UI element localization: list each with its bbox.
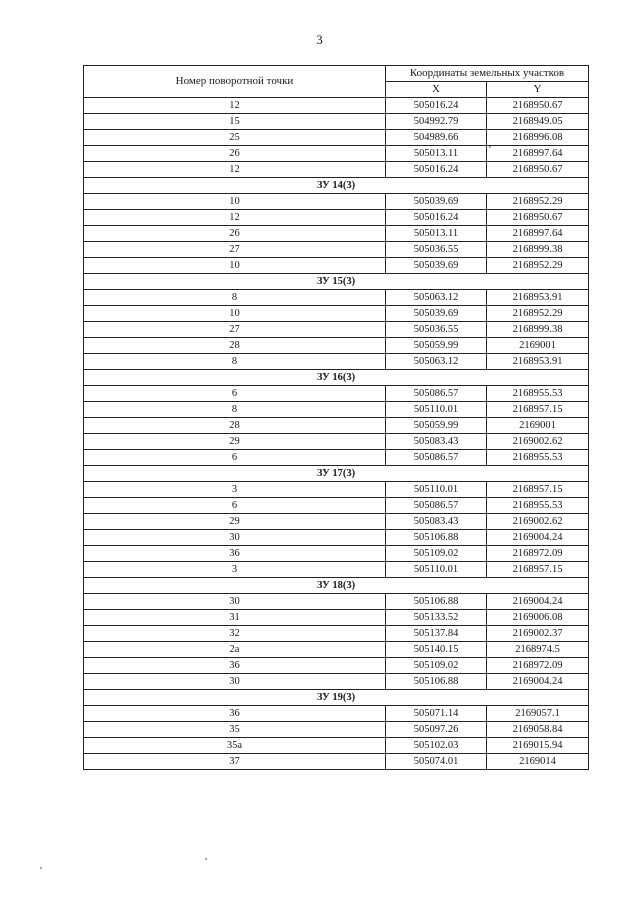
x-coordinate-cell: 505071.14 [386, 706, 487, 722]
table-row [84, 162, 589, 178]
y-coordinate-cell: 2168972.09 [487, 658, 589, 674]
table-row [84, 242, 589, 258]
x-coordinate-cell: 505097.26 [386, 722, 487, 738]
x-coordinate-cell: 505074.01 [386, 754, 487, 770]
point-number-cell: 6 [84, 498, 386, 514]
y-coordinate-cell: 2168952.29 [487, 258, 589, 274]
y-coordinate-cell: 2168955.53 [487, 498, 589, 514]
page-number: 3 [316, 32, 323, 47]
y-coordinate-cell: 2168953.91 [487, 290, 589, 306]
point-number-cell: 31 [84, 610, 386, 626]
point-number-cell: 6 [84, 450, 386, 466]
y-coordinate-cell: 2168950.67 [487, 210, 589, 226]
table-row [84, 482, 589, 498]
section-title: ЗУ 17(3) [84, 466, 589, 482]
coordinates-table [83, 65, 589, 770]
y-coordinate-cell: 2168957.15 [487, 482, 589, 498]
y-coordinate-cell: 2169001 [487, 418, 589, 434]
point-number-cell: 12 [84, 162, 386, 178]
point-number-cell: 2a [84, 642, 386, 658]
x-coordinate-cell: 505016.24 [386, 162, 487, 178]
scan-speck [489, 146, 491, 148]
y-coordinate-cell: 2169004.24 [487, 594, 589, 610]
table-row [84, 642, 589, 658]
point-number-cell: 26 [84, 146, 386, 162]
point-number-cell: 30 [84, 674, 386, 690]
table-row [84, 706, 589, 722]
section-title: ЗУ 16(3) [84, 370, 589, 386]
table-row [84, 530, 589, 546]
scan-speck [40, 867, 42, 869]
y-coordinate-cell: 2169001 [487, 338, 589, 354]
x-coordinate-cell: 505137.84 [386, 626, 487, 642]
coordinates-group-header: Координаты земельных участков [386, 66, 589, 82]
x-coordinate-cell: 505110.01 [386, 562, 487, 578]
y-coordinate-cell: 2168974.5 [487, 642, 589, 658]
y-coordinate-cell: 2169015.94 [487, 738, 589, 754]
table-row [84, 418, 589, 434]
table-row [84, 562, 589, 578]
y-coordinate-cell: 2168952.29 [487, 306, 589, 322]
x-coordinate-cell: 505102.03 [386, 738, 487, 754]
x-coordinate-cell: 505059.99 [386, 418, 487, 434]
x-coordinate-cell: 505016.24 [386, 98, 487, 114]
section-title-row [84, 370, 589, 386]
y-coordinate-cell: 2169004.24 [487, 674, 589, 690]
scan-speck [205, 858, 207, 860]
point-number-cell: 10 [84, 194, 386, 210]
x-coordinate-cell: 504989.66 [386, 130, 487, 146]
table-row [84, 354, 589, 370]
point-number-cell: 35a [84, 738, 386, 754]
table-row [84, 258, 589, 274]
x-coordinate-cell: 505110.01 [386, 482, 487, 498]
y-coordinate-cell: 2169057.1 [487, 706, 589, 722]
y-coordinate-cell: 2168999.38 [487, 322, 589, 338]
point-number-cell: 15 [84, 114, 386, 130]
y-coordinate-cell: 2168999.38 [487, 242, 589, 258]
point-number-cell: 8 [84, 354, 386, 370]
x-coordinate-cell: 505110.01 [386, 402, 487, 418]
point-number-cell: 8 [84, 290, 386, 306]
y-column-header: Y [487, 82, 589, 98]
y-coordinate-cell: 2168957.15 [487, 562, 589, 578]
y-coordinate-cell: 2168997.64 [487, 146, 589, 162]
table-row [84, 610, 589, 626]
point-number-cell: 30 [84, 594, 386, 610]
point-number-cell: 10 [84, 306, 386, 322]
y-coordinate-cell: 2169006.08 [487, 610, 589, 626]
table-row [84, 130, 589, 146]
x-coordinate-cell: 505036.55 [386, 242, 487, 258]
point-number-cell: 3 [84, 482, 386, 498]
table-row [84, 434, 589, 450]
table-row [84, 594, 589, 610]
y-coordinate-cell: 2168996.08 [487, 130, 589, 146]
x-coordinate-cell: 505086.57 [386, 386, 487, 402]
y-coordinate-cell: 2169014 [487, 754, 589, 770]
y-coordinate-cell: 2168955.53 [487, 386, 589, 402]
table-row [84, 674, 589, 690]
section-title-row [84, 690, 589, 706]
x-coordinate-cell: 505140.15 [386, 642, 487, 658]
x-coordinate-cell: 505063.12 [386, 290, 487, 306]
x-coordinate-cell: 505059.99 [386, 338, 487, 354]
table-header [84, 66, 589, 98]
table-row [84, 626, 589, 642]
y-coordinate-cell: 2168953.91 [487, 354, 589, 370]
point-number-cell: 27 [84, 322, 386, 338]
point-number-cell: 12 [84, 210, 386, 226]
point-number-cell: 27 [84, 242, 386, 258]
table-row [84, 146, 589, 162]
table-row [84, 658, 589, 674]
x-coordinate-cell: 505016.24 [386, 210, 487, 226]
y-coordinate-cell: 2168957.15 [487, 402, 589, 418]
point-number-cell: 26 [84, 226, 386, 242]
table-row [84, 338, 589, 354]
x-column-header: X [386, 82, 487, 98]
section-title: ЗУ 14(3) [84, 178, 589, 194]
section-title: ЗУ 18(3) [84, 578, 589, 594]
section-title: ЗУ 19(3) [84, 690, 589, 706]
y-coordinate-cell: 2168949.05 [487, 114, 589, 130]
x-coordinate-cell: 505013.11 [386, 146, 487, 162]
point-number-cell: 28 [84, 418, 386, 434]
table-row [84, 402, 589, 418]
x-coordinate-cell: 505106.88 [386, 530, 487, 546]
section-title-row [84, 578, 589, 594]
table-row [84, 386, 589, 402]
table-row [84, 226, 589, 242]
x-coordinate-cell: 505039.69 [386, 306, 487, 322]
y-coordinate-cell: 2168972.09 [487, 546, 589, 562]
table-body [84, 98, 589, 770]
x-coordinate-cell: 505083.43 [386, 434, 487, 450]
x-coordinate-cell: 505109.02 [386, 658, 487, 674]
table-row [84, 98, 589, 114]
y-coordinate-cell: 2168950.67 [487, 162, 589, 178]
y-coordinate-cell: 2168997.64 [487, 226, 589, 242]
point-number-cell: 28 [84, 338, 386, 354]
x-coordinate-cell: 505106.88 [386, 674, 487, 690]
table-row [84, 194, 589, 210]
table-row [84, 754, 589, 770]
table-row [84, 546, 589, 562]
point-number-cell: 30 [84, 530, 386, 546]
point-number-cell: 36 [84, 706, 386, 722]
point-number-cell: 3 [84, 562, 386, 578]
section-title-row [84, 466, 589, 482]
y-coordinate-cell: 2168950.67 [487, 98, 589, 114]
x-coordinate-cell: 505039.69 [386, 258, 487, 274]
section-title-row [84, 178, 589, 194]
table-row [84, 322, 589, 338]
table-row [84, 738, 589, 754]
y-coordinate-cell: 2169002.62 [487, 434, 589, 450]
table-row [84, 290, 589, 306]
x-coordinate-cell: 505086.57 [386, 450, 487, 466]
table-row [84, 514, 589, 530]
y-coordinate-cell: 2169004.24 [487, 530, 589, 546]
x-coordinate-cell: 505086.57 [386, 498, 487, 514]
x-coordinate-cell: 505109.02 [386, 546, 487, 562]
point-number-cell: 10 [84, 258, 386, 274]
x-coordinate-cell: 505083.43 [386, 514, 487, 530]
x-coordinate-cell: 505063.12 [386, 354, 487, 370]
y-coordinate-cell: 2169058.84 [487, 722, 589, 738]
x-coordinate-cell: 505106.88 [386, 594, 487, 610]
point-number-header: Номер поворотной точки [84, 66, 386, 98]
point-number-cell: 12 [84, 98, 386, 114]
section-title-row [84, 274, 589, 290]
point-number-cell: 29 [84, 514, 386, 530]
point-number-cell: 8 [84, 402, 386, 418]
table-row [84, 498, 589, 514]
point-number-cell: 36 [84, 546, 386, 562]
y-coordinate-cell: 2169002.37 [487, 626, 589, 642]
point-number-cell: 32 [84, 626, 386, 642]
x-coordinate-cell: 504992.79 [386, 114, 487, 130]
x-coordinate-cell: 505039.69 [386, 194, 487, 210]
table-row [84, 210, 589, 226]
point-number-cell: 37 [84, 754, 386, 770]
point-number-cell: 25 [84, 130, 386, 146]
table-row [84, 306, 589, 322]
table-row [84, 722, 589, 738]
point-number-cell: 36 [84, 658, 386, 674]
table-row [84, 450, 589, 466]
point-number-cell: 29 [84, 434, 386, 450]
x-coordinate-cell: 505133.52 [386, 610, 487, 626]
x-coordinate-cell: 505036.55 [386, 322, 487, 338]
table-row [84, 114, 589, 130]
x-coordinate-cell: 505013.11 [386, 226, 487, 242]
point-number-cell: 6 [84, 386, 386, 402]
y-coordinate-cell: 2168952.29 [487, 194, 589, 210]
y-coordinate-cell: 2169002.62 [487, 514, 589, 530]
section-title: ЗУ 15(3) [84, 274, 589, 290]
point-number-cell: 35 [84, 722, 386, 738]
y-coordinate-cell: 2168955.53 [487, 450, 589, 466]
